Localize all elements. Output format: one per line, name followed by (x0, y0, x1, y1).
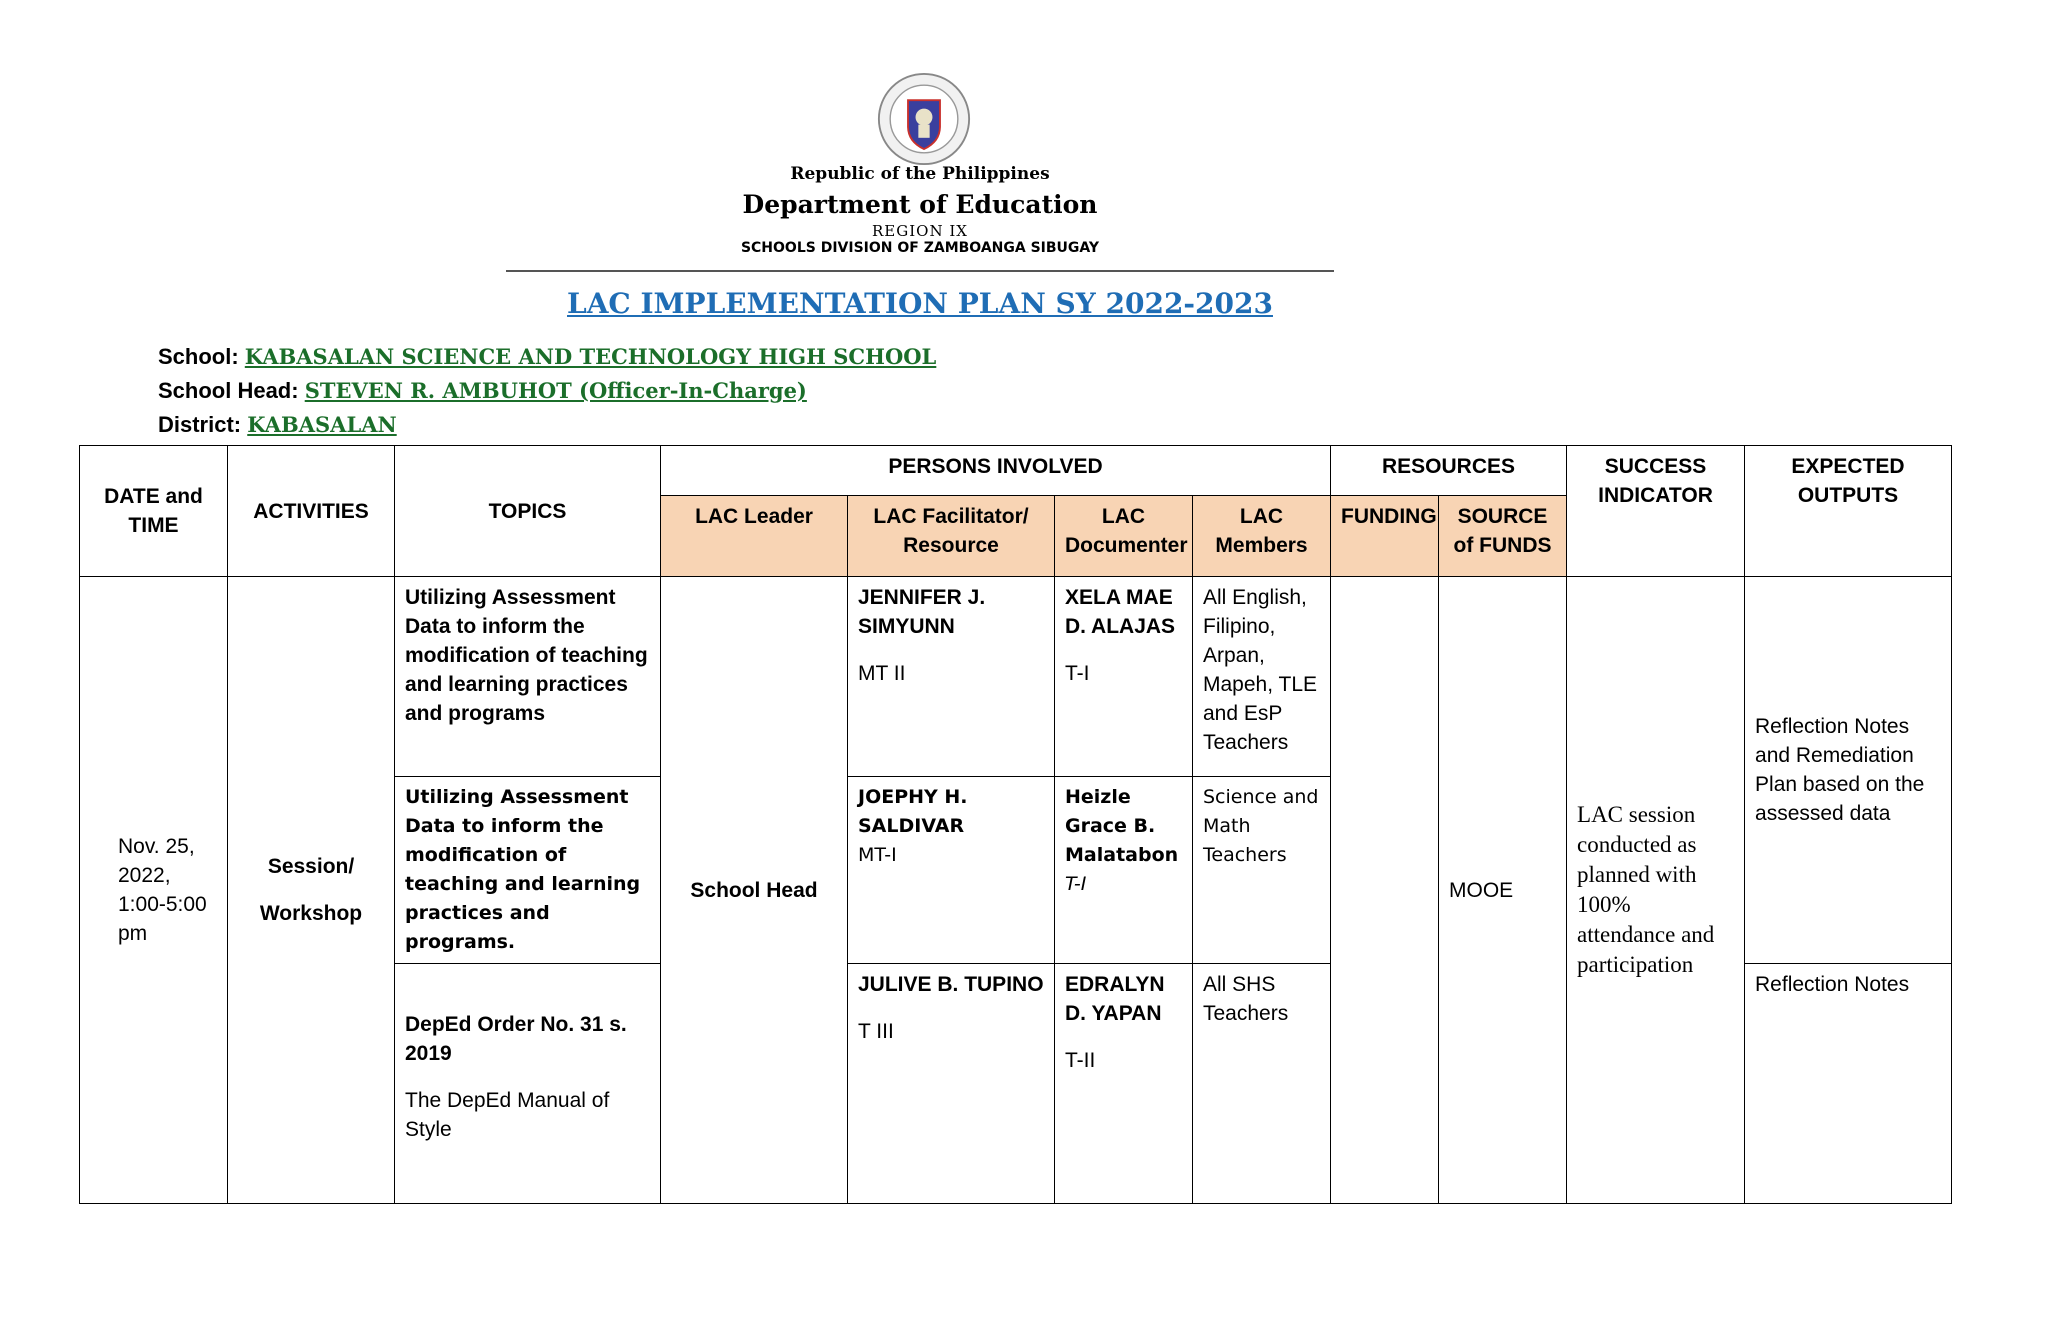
school-label: School: (158, 344, 239, 369)
lac-leader-cell: School Head (661, 577, 848, 1204)
deped-seal-icon (877, 72, 971, 166)
documenter-position: T-I (1065, 662, 1090, 685)
members-cell: All English, Filipino, Arpan, Mapeh, TLE and EsP Teachers (1193, 577, 1331, 777)
header-expected-outputs: EXPECTED OUTPUTS (1745, 446, 1952, 577)
facilitator-cell (848, 964, 1055, 1204)
documenter-name: XELA MAE D. ALAJAS (1065, 586, 1176, 638)
documenter-cell (1055, 777, 1193, 964)
documenter-position: T-II (1065, 1049, 1096, 1072)
facilitator-cell (848, 777, 1055, 964)
header-funding: FUNDING (1331, 496, 1439, 577)
funding-cell (1331, 577, 1439, 1204)
table-row (80, 577, 1952, 777)
members-cell: All SHS Teachers (1193, 964, 1331, 1204)
activities-cell (228, 577, 395, 1204)
documenter-position: T-I (1065, 873, 1087, 895)
activity-line-1: Session/ (267, 855, 355, 878)
facilitator-name: JULIVE B. TUPINO (858, 973, 1044, 996)
facilitator-position: MT II (858, 662, 906, 685)
expected-output-cell: Reflection Notes (1745, 964, 1952, 1204)
source-of-funds-cell: MOOE (1439, 577, 1567, 1204)
division-heading: SCHOOLS DIVISION OF ZAMBOANGA SIBUGAY (740, 240, 1100, 256)
facilitator-name: JOEPHY H. SALDIVAR (858, 786, 968, 837)
topic-cell: Utilizing Assessment Data to inform the modification of teaching and learning practices and programs (395, 577, 661, 777)
school-value: KABASALAN SCIENCE AND TECHNOLOGY HIGH SCHOOL (244, 344, 937, 369)
facilitator-cell (848, 577, 1055, 777)
letterhead-divider (506, 270, 1334, 272)
meta-school-head (158, 378, 807, 404)
documenter-cell (1055, 964, 1193, 1204)
date-time-cell: Nov. 25, 2022, 1:00-5:00 pm (80, 577, 228, 1204)
topic-cell: Utilizing Assessment Data to inform the modification of teaching and learning practices and programs. (395, 777, 661, 964)
department-heading: Department of Education (742, 190, 1098, 219)
region-heading: REGION IX (872, 222, 968, 240)
lac-plan-table (79, 445, 1952, 1204)
school-head-label: School Head: (158, 378, 299, 403)
header-activities: ACTIVITIES (228, 446, 395, 577)
header-topics: TOPICS (395, 446, 661, 577)
district-value: KABASALAN (247, 412, 397, 437)
header-date: DATE and TIME (80, 446, 228, 577)
header-persons-involved: PERSONS INVOLVED (661, 446, 1331, 496)
header-lac-documenter: LAC Documenter (1055, 496, 1193, 577)
republic-heading: Republic of the Philippines (790, 164, 1050, 184)
topic-subtitle: The DepEd Manual of Style (405, 1089, 610, 1141)
success-indicator-cell: LAC session conducted as planned with 100% attendance and participation (1567, 577, 1745, 1204)
facilitator-name: JENNIFER J. SIMYUNN (858, 586, 986, 638)
documenter-name: Heizle Grace B. Malatabon (1065, 786, 1179, 866)
topic-cell (395, 964, 661, 1204)
facilitator-position: T III (858, 1020, 894, 1043)
header-source-of-funds: SOURCE of FUNDS (1439, 496, 1567, 577)
header-lac-facilitator: LAC Facilitator/ Resource (848, 496, 1055, 577)
page-title: LAC IMPLEMENTATION PLAN SY 2022-2023 (567, 287, 1273, 320)
facilitator-position: MT-I (858, 844, 897, 866)
documenter-cell (1055, 577, 1193, 777)
header-resources: RESOURCES (1331, 446, 1567, 496)
school-head-value: STEVEN R. AMBUHOT (Officer-In-Charge) (304, 378, 807, 403)
district-label: District: (158, 412, 242, 437)
activity-line-2: Workshop (259, 902, 363, 925)
header-lac-leader: LAC Leader (661, 496, 848, 577)
meta-school (158, 344, 936, 370)
header-lac-members: LAC Members (1193, 496, 1331, 577)
header-success-indicator: SUCCESS INDICATOR (1567, 446, 1745, 577)
expected-output-cell: Reflection Notes and Remediation Plan based on the assessed data (1745, 577, 1952, 964)
documenter-name: EDRALYN D. YAPAN (1065, 973, 1165, 1025)
topic-title: DepEd Order No. 31 s. 2019 (405, 1013, 627, 1065)
meta-district (158, 412, 397, 438)
members-cell: Science and Math Teachers (1193, 777, 1331, 964)
